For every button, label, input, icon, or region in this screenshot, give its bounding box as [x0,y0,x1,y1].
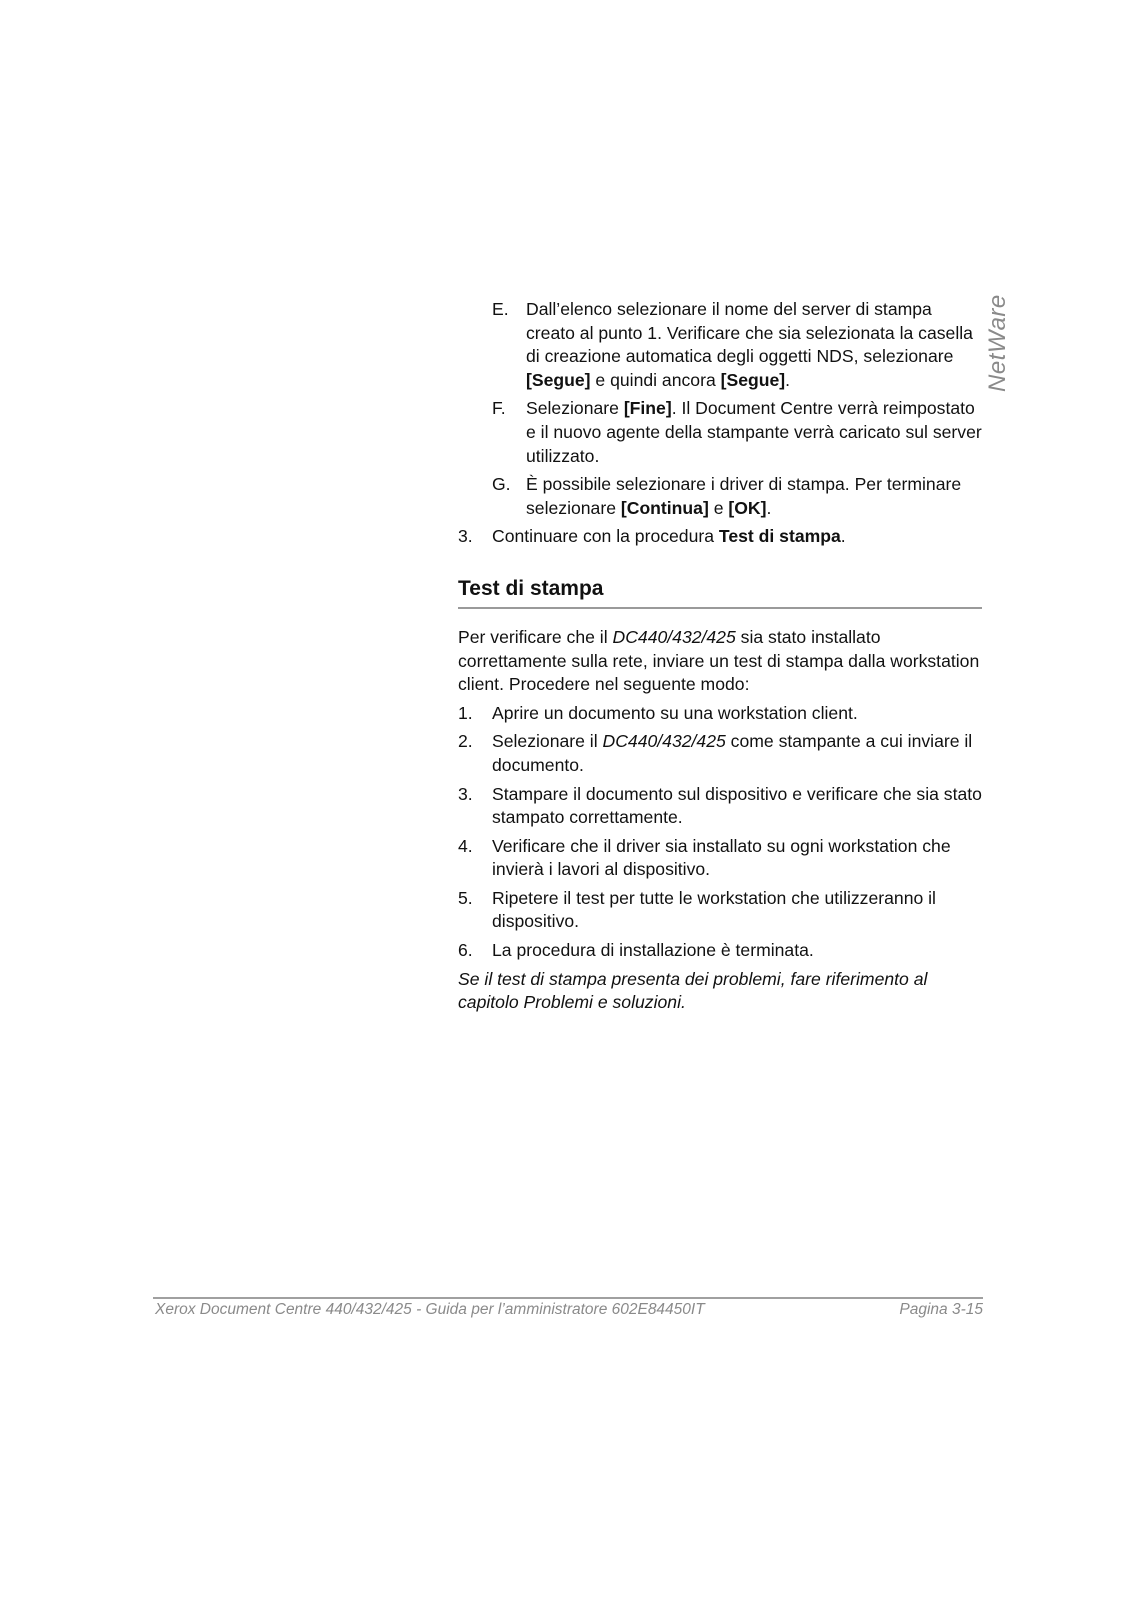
bold-text: Test di stampa [718,526,841,547]
list-item-text [492,703,858,723]
section-side-tab: NetWare [984,294,1011,392]
text-run: Verificare che il driver sia installato su ogni workstation che invierà i lavori al dispositivo. [492,835,951,880]
bold-text: [Fine] [623,398,672,419]
text-run: Per verificare che il [458,626,613,647]
list-item-text [492,940,814,960]
text-run: e quindi ancora [590,369,721,390]
footer-divider [153,1297,983,1299]
numbered-steps-list [458,702,982,963]
troubleshooting-note: Se il test di stampa presenta dei problemi, fare riferimento al capitolo Problemi e soluzioni. [458,968,928,1013]
list-marker: 4. [458,835,473,856]
text-run: La procedura di installazione è terminata. [492,940,814,961]
list-marker: 2. [458,731,473,752]
text-run: e [708,497,729,518]
section-title: Test di stampa [458,576,982,609]
list-item-text [492,526,846,546]
text-run: Ripetere il test per tutte le workstation che utilizzeranno il dispositivo. [492,887,936,932]
list-item [458,783,982,830]
step-3-continue [458,525,982,549]
list-marker: G. [492,474,511,495]
list-item [458,702,982,726]
list-marker: E. [492,299,509,319]
list-marker: 3. [458,526,473,547]
text-run: Stampare il documento sul dispositivo e verificare che sia stato stampato correttamente. [492,783,982,828]
list-marker: 5. [458,887,473,908]
bold-text: [OK] [728,497,767,518]
text-run: Aprire un documento su una workstation client. [492,702,858,723]
substep-item [492,397,982,468]
substep-item [492,298,982,392]
text-run: come stampante a cui inviare il documento. [492,731,973,775]
bold-text: [Segue] [526,369,591,390]
text-run: . [766,497,772,518]
text-run: Continuare con la procedura [492,526,719,547]
bold-text: [Continua] [620,497,709,518]
list-marker: 6. [458,940,473,961]
list-item [458,730,982,777]
text-run: . Il Document Centre verrà reimpostato e il nuovo agente della stampante verrà caricato sul server utilizzato. [526,398,982,466]
list-item-text [526,398,982,465]
page-content [458,298,982,1015]
intro-paragraph [458,626,982,697]
italic-text: DC440/432/425 [612,626,736,647]
list-item [458,939,982,963]
list-item-text [492,784,982,828]
text-run: sia stato installato correttamente sulla rete, inviare un test di stampa dalla workstation client. Procedere nel seguente modo: [458,626,980,695]
list-item-text [492,731,972,775]
list-item-text [526,474,961,518]
list-item [458,525,982,549]
substep-item [492,473,982,520]
text-run: È possibile selezionare i driver di stampa. Per terminare selezionare [526,474,962,518]
bold-text: [Segue] [720,369,786,390]
list-item-text [492,836,951,880]
list-item [458,887,982,934]
list-item-text [492,888,936,932]
list-item [458,835,982,882]
list-marker: 1. [458,702,473,723]
italic-text: DC440/432/425 [602,731,726,752]
list-marker: F. [492,398,506,419]
footer-document-title: Xerox Document Centre 440/432/425 - Guida per l’amministratore 602E84450IT [155,1301,705,1318]
text-run: Selezionare [526,398,624,419]
list-marker: 3. [458,783,473,804]
text-run: . [785,369,791,390]
substeps-list [458,298,982,520]
footer-page-number: Pagina 3-15 [899,1301,983,1318]
list-item-text [526,299,973,390]
text-run: . [840,526,846,547]
text-run: Dall’elenco selezionare il nome del server di stampa creato al punto 1. Verificare che sia selezionata la casella di creazione automatica degli oggetti NDS, selezionare [526,299,973,367]
text-run: Selezionare il [492,731,603,752]
